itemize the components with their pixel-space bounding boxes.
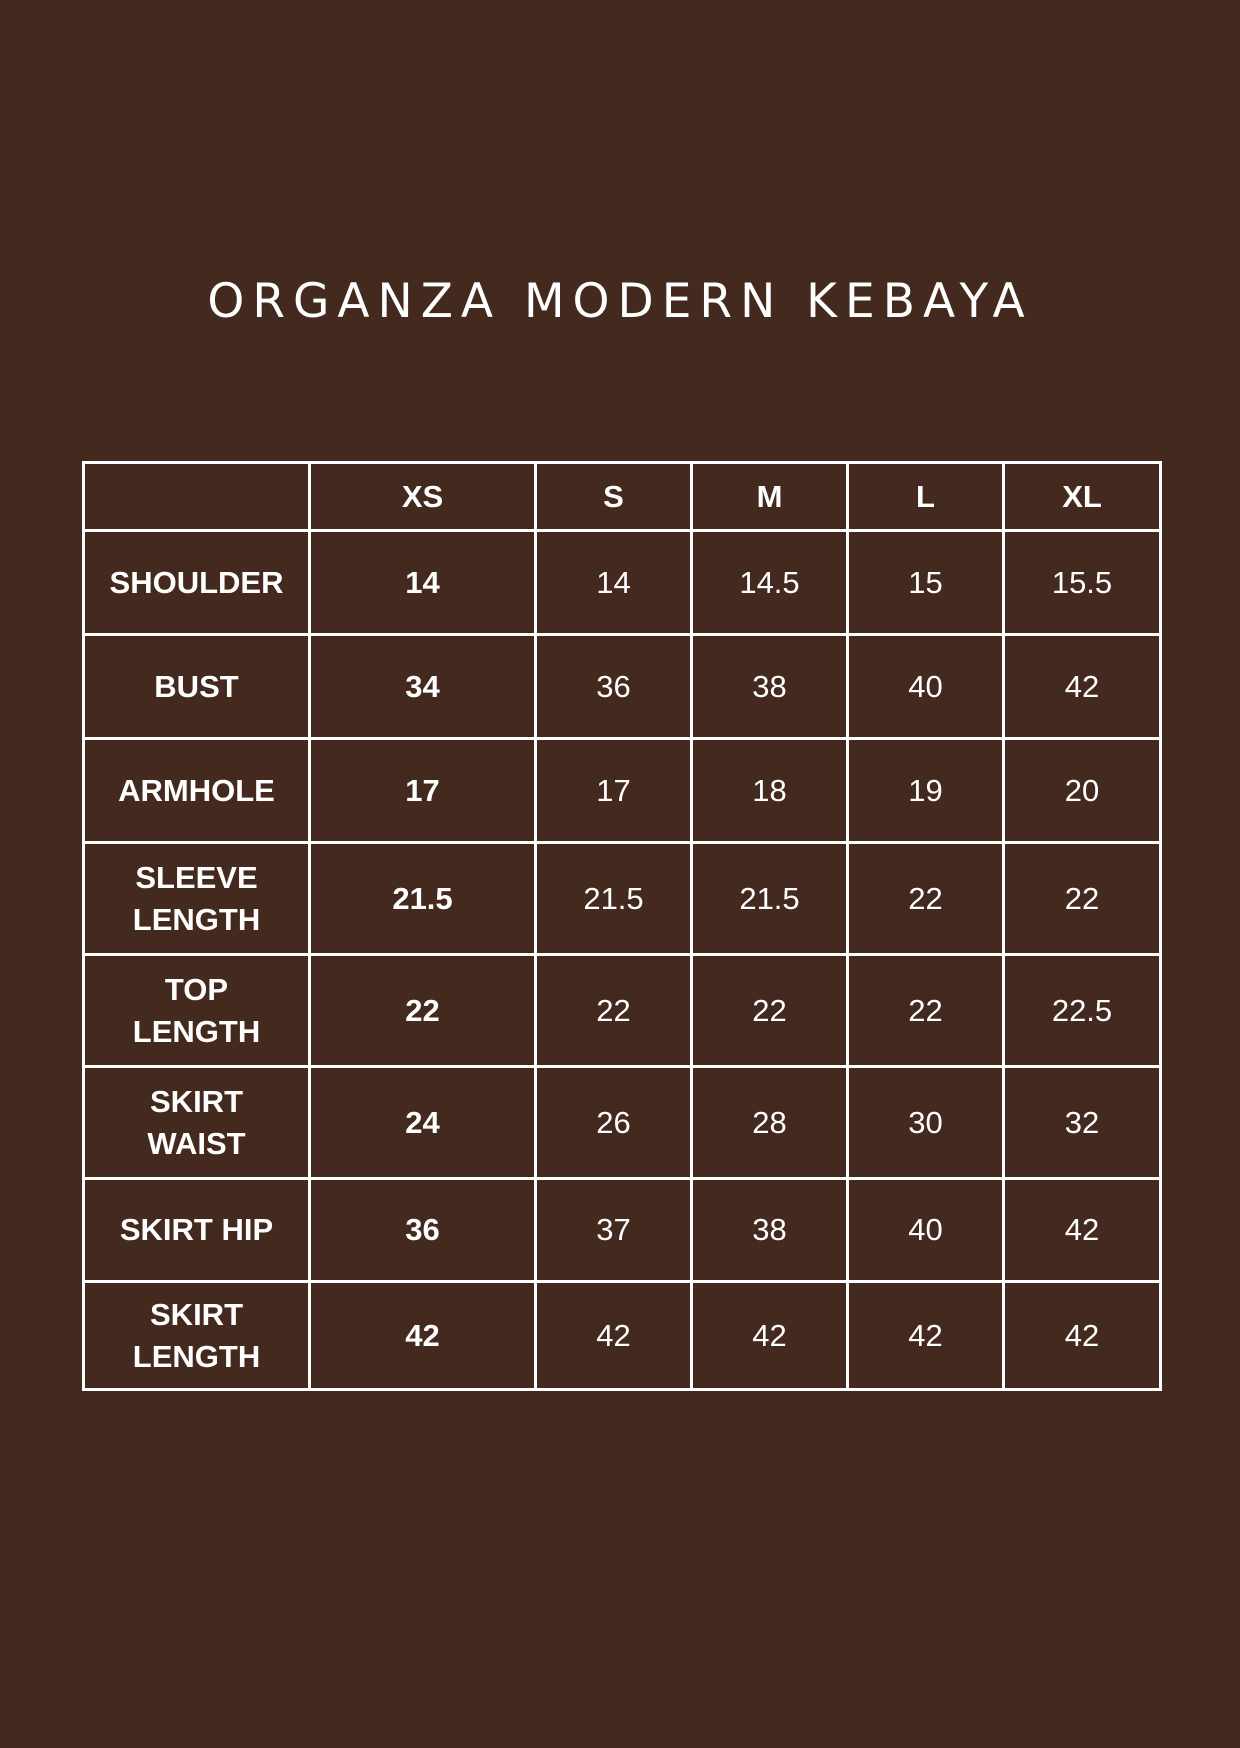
table-cell: 22 (848, 955, 1004, 1067)
corner-cell (84, 463, 310, 531)
table-cell: 19 (848, 739, 1004, 843)
table-cell: 21.5 (536, 843, 692, 955)
table-cell: 22 (536, 955, 692, 1067)
table-cell: 14 (310, 531, 536, 635)
table-cell: 32 (1004, 1067, 1161, 1179)
table-row (84, 955, 1161, 1067)
size-header-xs: XS (310, 463, 536, 531)
table-row (84, 1282, 1161, 1390)
table-row (84, 843, 1161, 955)
page-title: ORGANZA MODERN KEBAYA (207, 274, 1033, 329)
row-label-skirt-hip (84, 1179, 310, 1282)
table-row (84, 739, 1161, 843)
table-cell: 15 (848, 531, 1004, 635)
table-cell: 42 (848, 1282, 1004, 1390)
table-cell: 42 (310, 1282, 536, 1390)
table-row (84, 635, 1161, 739)
size-header-l: L (848, 463, 1004, 531)
table-cell: 36 (536, 635, 692, 739)
row-label-skirt-length (84, 1282, 310, 1390)
row-label-line: WAIST (147, 1125, 246, 1161)
table-cell: 42 (1004, 1282, 1161, 1390)
row-label-line: TOP (164, 971, 229, 1007)
table-cell: 17 (536, 739, 692, 843)
table-row (84, 1179, 1161, 1282)
table-cell: 42 (692, 1282, 848, 1390)
size-chart-table (82, 461, 1162, 1391)
table-row (84, 531, 1161, 635)
row-label-line: SHOULDER (109, 564, 284, 600)
table-cell: 37 (536, 1179, 692, 1282)
row-label-line: SKIRT (150, 1083, 243, 1119)
row-label-line: LENGTH (132, 1338, 261, 1374)
table-cell: 22.5 (1004, 955, 1161, 1067)
row-label-line: SKIRT (150, 1296, 243, 1332)
table-cell: 38 (692, 635, 848, 739)
table-cell: 14 (536, 531, 692, 635)
row-label-armhole (84, 739, 310, 843)
size-header-xl: XL (1004, 463, 1161, 531)
row-label-skirt-waist (84, 1067, 310, 1179)
row-label-line: SLEEVE (135, 859, 258, 895)
table-cell: 17 (310, 739, 536, 843)
row-label-bust (84, 635, 310, 739)
table-cell: 22 (848, 843, 1004, 955)
row-label-sleeve-length (84, 843, 310, 955)
table-cell: 28 (692, 1067, 848, 1179)
table-cell: 21.5 (692, 843, 848, 955)
table-cell: 30 (848, 1067, 1004, 1179)
size-header-row (84, 463, 1161, 531)
row-label-line: ARMHOLE (118, 772, 275, 808)
row-label-shoulder (84, 531, 310, 635)
row-label-top-length (84, 955, 310, 1067)
row-label-line: LENGTH (132, 901, 261, 937)
table-cell: 21.5 (310, 843, 536, 955)
table-cell: 42 (536, 1282, 692, 1390)
row-label-line: LENGTH (132, 1013, 261, 1049)
row-label-line: BUST (154, 668, 239, 704)
table-cell: 34 (310, 635, 536, 739)
row-label-line: SKIRT HIP (119, 1212, 274, 1247)
table-row (84, 1067, 1161, 1179)
table-cell: 40 (848, 635, 1004, 739)
table-cell: 14.5 (692, 531, 848, 635)
table-cell: 40 (848, 1179, 1004, 1282)
table-cell: 26 (536, 1067, 692, 1179)
table-cell: 42 (1004, 635, 1161, 739)
table-cell: 42 (1004, 1179, 1161, 1282)
table-cell: 15.5 (1004, 531, 1161, 635)
size-header-s: S (536, 463, 692, 531)
table-cell: 36 (310, 1179, 536, 1282)
table-cell: 18 (692, 739, 848, 843)
table-cell: 22 (692, 955, 848, 1067)
table-cell: 38 (692, 1179, 848, 1282)
table-cell: 20 (1004, 739, 1161, 843)
table-cell: 22 (1004, 843, 1161, 955)
size-header-m: M (692, 463, 848, 531)
table-cell: 22 (310, 955, 536, 1067)
table-cell: 24 (310, 1067, 536, 1179)
